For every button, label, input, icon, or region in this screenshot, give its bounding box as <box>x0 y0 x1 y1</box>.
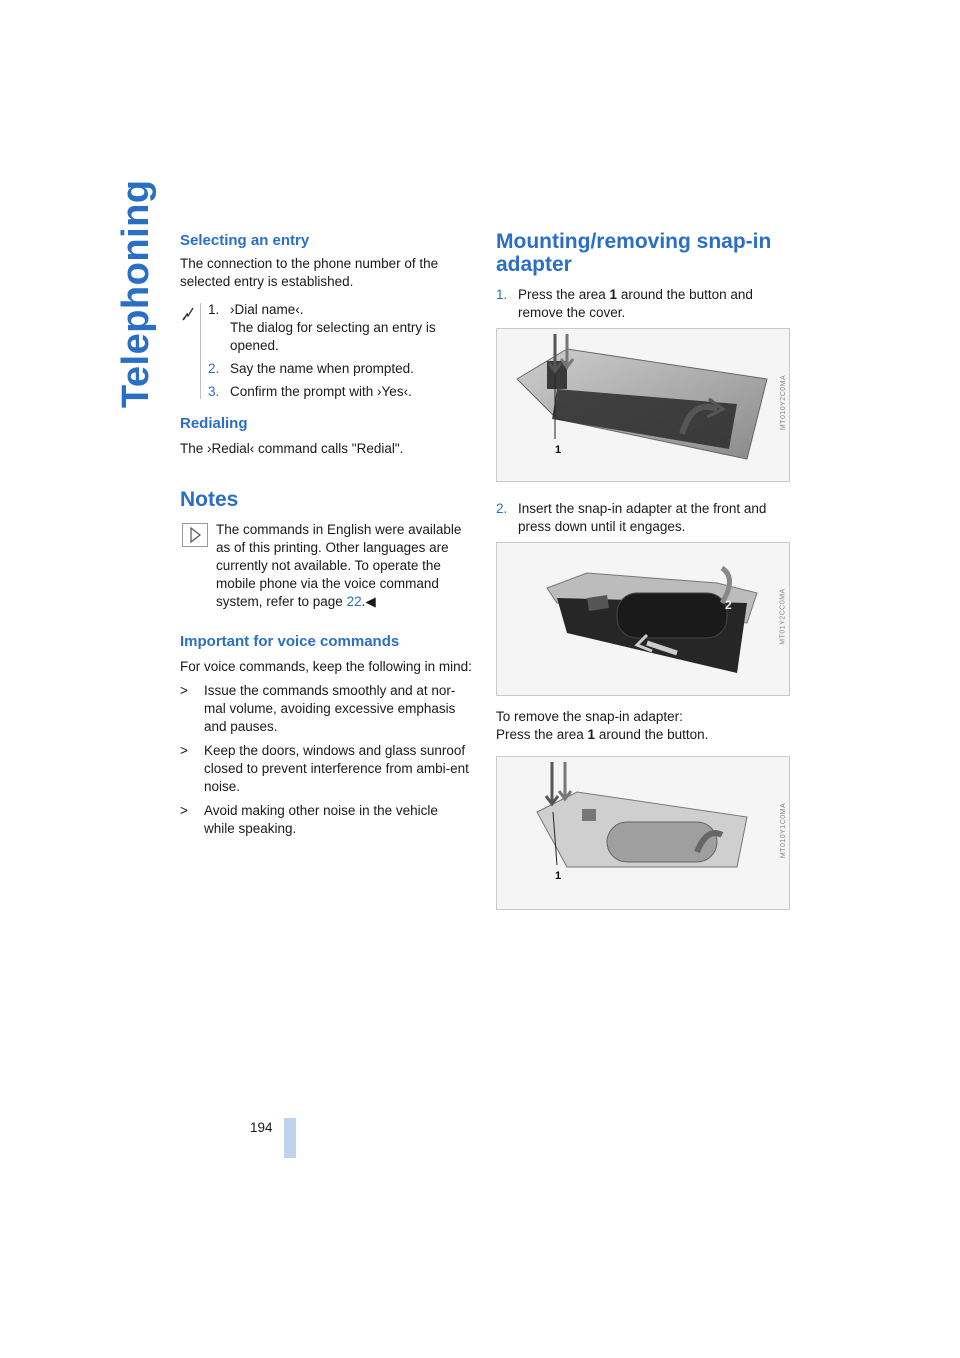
selecting-entry-heading: Selecting an entry <box>180 232 310 249</box>
voice-command-steps <box>180 301 472 401</box>
figure-code: MT01Y2CC0MA <box>779 588 787 645</box>
figure-remove-adapter <box>496 756 790 910</box>
page-marker-bar <box>284 1118 296 1158</box>
voice-command-icon <box>182 307 196 321</box>
figure-callout-label: 2 <box>725 598 732 612</box>
redialing-heading: Redialing <box>180 415 248 432</box>
step-item: 1. ›Dial name‹. The dialog for selecting an entry is opened. <box>208 302 436 353</box>
important-heading: Important for voice commands <box>180 633 400 650</box>
chapter-title: Telephoning <box>115 179 157 408</box>
list-item: > Keep the doors, windows and glass sunroof closed to prevent interference from ambi-ent noise. <box>180 743 469 794</box>
figure-code: MT010Y2C0MA <box>779 374 787 431</box>
end-mark: ◀ <box>365 594 376 609</box>
step-item: 1. Press the area 1 around the button and remove the cover. <box>496 287 753 320</box>
right-column <box>496 230 792 910</box>
remove-instruction-2: Press the area 1 around the button. <box>496 727 709 742</box>
left-column <box>180 230 472 844</box>
remove-instruction-1: To remove the snap-in adapter: <box>496 709 683 724</box>
adapter-cover-illustration <box>497 329 790 482</box>
step-item: 2. Insert the snap-in adapter at the front and press down until it engages. <box>496 501 767 534</box>
notes-heading: Notes <box>180 488 239 511</box>
notes-hint: The commands in English were available as of this printing. Other languages are currently not available. To operate the mobile phone via the voice command system, refer to page 22.◀ <box>180 521 472 611</box>
important-list <box>180 682 472 838</box>
page-link[interactable]: 22 <box>346 594 362 609</box>
adapter-remove-illustration <box>497 757 790 910</box>
figure-code: MT010Y1C0MA <box>779 802 787 859</box>
figure-remove-cover <box>496 328 790 482</box>
selecting-entry-intro: The connection to the phone number of the selected entry is established. <box>180 256 439 289</box>
list-item: > Avoid making other noise in the vehicle while speaking. <box>180 803 438 836</box>
step-item: 3. Confirm the prompt with ›Yes‹. <box>208 384 412 399</box>
voice-step-divider <box>200 303 201 399</box>
page-number: 194 <box>250 1120 273 1135</box>
mounting-heading: Mounting/removing snap-in adapter <box>496 230 772 276</box>
figure-insert-adapter <box>496 542 790 696</box>
redialing-text: The ›Redial‹ command calls "Redial". <box>180 441 404 456</box>
list-item: > Issue the commands smoothly and at nor-mal volume, avoiding excessive emphasis and pauses. <box>180 683 456 734</box>
figure-callout-label: 1 <box>555 870 562 882</box>
step-item: 2. Say the name when prompted. <box>208 361 414 376</box>
figure-callout-label: 1 <box>555 444 562 456</box>
notes-text: The commands in English were available as of this printing. Other languages are currently not available. To operate the mobile phone via the voice command system, refer to page <box>216 522 462 609</box>
important-intro: For voice commands, keep the following in mind: <box>180 659 472 674</box>
adapter-insert-illustration <box>497 543 790 696</box>
note-arrow-icon <box>182 523 208 547</box>
